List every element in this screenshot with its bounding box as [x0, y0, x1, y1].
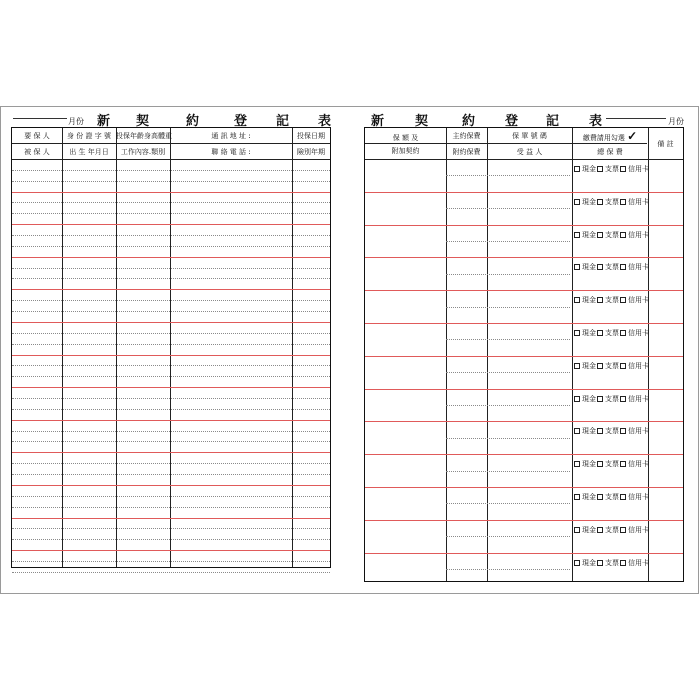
- left-red-rule: [12, 257, 330, 258]
- left-header-mid-line: [12, 143, 330, 144]
- payment-checkbox-cheque[interactable]: [597, 232, 603, 238]
- payment-checkbox-cheque[interactable]: [597, 428, 603, 434]
- payment-option-label: 信用卡: [628, 427, 649, 436]
- right-red-rule: [365, 553, 683, 554]
- left-title-char-3: 約: [186, 114, 200, 129]
- payment-option-label: 現金: [582, 361, 596, 370]
- payment-method-group: [574, 525, 649, 535]
- left-dotted-rule: [12, 561, 330, 562]
- left-title-char-5: 記: [276, 114, 290, 129]
- payment-checkbox-cash[interactable]: [574, 396, 580, 402]
- left-dotted-rule: [12, 507, 330, 508]
- payment-method-group: [574, 426, 649, 436]
- payment-option-label: 信用卡: [628, 230, 649, 239]
- right-table: [364, 127, 684, 582]
- payment-option-label: 信用卡: [628, 558, 649, 567]
- right-hdr-policy-number: 保 單 號 碼: [512, 132, 547, 140]
- payment-option-label: 信用卡: [628, 165, 649, 173]
- payment-checkbox-credit-card[interactable]: [620, 166, 626, 172]
- payment-option-label: 信用卡: [628, 460, 649, 469]
- payment-checkbox-cheque[interactable]: [597, 396, 603, 402]
- left-dotted-rule: [12, 181, 330, 182]
- right-col-divider: [487, 128, 488, 581]
- right-dotted-rule: [446, 274, 570, 275]
- payment-checkbox-cheque[interactable]: [597, 494, 603, 500]
- right-dotted-rule: [446, 405, 570, 406]
- left-title-char-2: 契: [136, 114, 150, 129]
- payment-option-label: 現金: [582, 460, 596, 469]
- left-table: [11, 127, 331, 568]
- payment-option-label: 支票: [605, 493, 619, 501]
- left-dotted-rule: [12, 463, 330, 464]
- left-hdr-insured: 被 保 人: [24, 148, 50, 156]
- right-title-char-5: 記: [546, 114, 560, 129]
- payment-option-label: 現金: [582, 197, 596, 206]
- payment-checkbox-credit-card[interactable]: [620, 264, 626, 270]
- left-dotted-rule: [12, 311, 330, 312]
- left-dotted-rule: [12, 572, 330, 573]
- payment-method-group: [574, 558, 649, 568]
- right-red-rule: [365, 225, 683, 226]
- right-dotted-rule: [446, 471, 570, 472]
- right-title-char-2: 契: [415, 114, 429, 129]
- payment-method-group: [574, 295, 649, 305]
- left-dotted-rule: [12, 202, 330, 203]
- payment-checkbox-credit-card[interactable]: [620, 560, 626, 566]
- right-month-line: [606, 104, 666, 119]
- payment-option-label: 現金: [582, 394, 596, 403]
- payment-option-label: 支票: [605, 263, 619, 272]
- right-red-rule: [365, 454, 683, 455]
- left-hdr-address: 通 訊 地 址 :: [211, 132, 251, 140]
- payment-checkbox-cash[interactable]: [574, 330, 580, 336]
- left-header-bottom-line: [12, 159, 330, 160]
- payment-checkbox-cheque[interactable]: [597, 461, 603, 467]
- payment-checkbox-credit-card[interactable]: [620, 363, 626, 369]
- right-hdr-total-premium: 總 保 費: [597, 148, 623, 156]
- left-title-char-6: 表: [318, 114, 332, 129]
- right-hdr-payment-label: 繳費請用勾選: [582, 134, 625, 142]
- left-month-label: 月份: [68, 117, 84, 126]
- right-hdr-coverage: 保 額 及: [392, 134, 419, 142]
- right-dotted-rule: [446, 241, 570, 242]
- right-dotted-rule: [446, 503, 570, 504]
- payment-checkbox-cash[interactable]: [574, 297, 580, 303]
- right-hdr-rider-premium: 附約保費: [452, 148, 481, 156]
- left-hdr-job: 工作內容.類別: [120, 148, 166, 156]
- payment-checkbox-cheque[interactable]: [597, 560, 603, 566]
- payment-checkbox-credit-card[interactable]: [620, 428, 626, 434]
- right-dotted-rule: [446, 438, 570, 439]
- payment-method-group: [574, 328, 649, 338]
- payment-option-label: 信用卡: [628, 296, 649, 305]
- payment-option-label: 信用卡: [628, 394, 649, 403]
- payment-checkbox-cash[interactable]: [574, 199, 580, 205]
- right-red-rule: [365, 257, 683, 258]
- payment-checkbox-cash[interactable]: [574, 461, 580, 467]
- payment-option-label: 信用卡: [628, 197, 649, 206]
- payment-option-label: 信用卡: [628, 525, 649, 534]
- right-red-rule: [365, 520, 683, 521]
- right-header-mid-line: [365, 143, 647, 144]
- left-col-divider: [170, 128, 171, 567]
- right-red-rule: [365, 487, 683, 488]
- payment-option-label: 支票: [605, 525, 619, 534]
- right-dotted-rule: [446, 536, 570, 537]
- right-dotted-rule: [446, 307, 570, 308]
- payment-option-label: 支票: [605, 394, 619, 403]
- right-title-char-6: 表: [589, 114, 603, 129]
- right-hdr-remarks: 備 註: [657, 140, 674, 148]
- left-hdr-id-number: 身 份 證 字 號: [67, 132, 111, 140]
- payment-option-label: 現金: [582, 525, 596, 534]
- payment-checkbox-cash[interactable]: [574, 527, 580, 533]
- right-dotted-rule: [446, 208, 570, 209]
- right-red-rule: [365, 421, 683, 422]
- left-dotted-rule: [12, 496, 330, 497]
- right-red-rule: [365, 389, 683, 390]
- payment-option-label: 支票: [605, 460, 619, 469]
- right-title-char-4: 登: [505, 114, 519, 129]
- payment-method-group: [574, 361, 649, 371]
- left-red-rule: [12, 289, 330, 290]
- payment-checkbox-cheque[interactable]: [597, 363, 603, 369]
- left-col-divider: [116, 128, 117, 567]
- left-dotted-rule: [12, 365, 330, 366]
- left-red-rule: [12, 485, 330, 486]
- payment-checkbox-cheque[interactable]: [597, 330, 603, 336]
- left-hdr-insure-date: 投保日期: [297, 132, 325, 140]
- payment-checkbox-credit-card[interactable]: [620, 461, 626, 467]
- payment-option-label: 支票: [605, 427, 619, 436]
- payment-checkbox-credit-card[interactable]: [620, 527, 626, 533]
- payment-checkbox-cash[interactable]: [574, 560, 580, 566]
- payment-checkbox-credit-card[interactable]: [620, 330, 626, 336]
- payment-option-label: 支票: [605, 558, 619, 567]
- payment-method-group: [574, 492, 649, 502]
- right-col-divider: [446, 128, 447, 581]
- left-dotted-rule: [12, 398, 330, 399]
- payment-option-label: 支票: [605, 197, 619, 206]
- right-col-divider: [572, 128, 573, 581]
- payment-checkbox-credit-card[interactable]: [620, 494, 626, 500]
- payment-checkbox-cash[interactable]: [574, 428, 580, 434]
- payment-option-label: 信用卡: [628, 263, 649, 272]
- payment-checkbox-cheque[interactable]: [597, 297, 603, 303]
- payment-option-label: 信用卡: [628, 493, 649, 501]
- right-hdr-main-premium: 主約保費: [452, 132, 481, 140]
- payment-method-group: [574, 197, 649, 207]
- payment-option-label: 信用卡: [628, 361, 649, 370]
- left-dotted-rule: [12, 300, 330, 301]
- left-dotted-rule: [12, 213, 330, 214]
- left-hdr-policy-term: 險別年期: [297, 148, 325, 156]
- left-title-char-1: 新: [97, 114, 111, 129]
- payment-option-label: 現金: [582, 427, 596, 436]
- left-red-rule: [12, 355, 330, 356]
- left-dotted-rule: [12, 441, 330, 442]
- right-hdr-rider: 附加契約: [391, 147, 420, 155]
- payment-checkbox-credit-card[interactable]: [620, 297, 626, 303]
- left-hdr-applicant: 要 保 人: [24, 132, 50, 140]
- left-hdr-phone: 聯 絡 電 話 :: [211, 148, 251, 156]
- left-dotted-rule: [12, 170, 330, 171]
- payment-checkbox-cheque[interactable]: [597, 166, 603, 172]
- payment-checkbox-credit-card[interactable]: [620, 232, 626, 238]
- left-dotted-rule: [12, 528, 330, 529]
- payment-option-label: 現金: [582, 329, 596, 337]
- payment-checkbox-cash[interactable]: [574, 166, 580, 172]
- left-dotted-rule: [12, 278, 330, 279]
- payment-option-label: 支票: [605, 165, 619, 173]
- payment-checkbox-cheque[interactable]: [597, 199, 603, 205]
- payment-option-label: 支票: [605, 296, 619, 305]
- right-red-rule: [365, 323, 683, 324]
- left-red-rule: [12, 452, 330, 453]
- payment-option-label: 現金: [582, 230, 596, 239]
- payment-option-label: 支票: [605, 329, 619, 337]
- left-red-rule: [12, 518, 330, 519]
- right-month-label: 月份: [668, 117, 684, 126]
- left-title-char-4: 登: [234, 114, 248, 129]
- right-dotted-rule: [446, 372, 570, 373]
- right-dotted-rule: [446, 175, 570, 176]
- right-red-rule: [365, 192, 683, 193]
- left-hdr-age-height: 投保年齡身高體重: [116, 132, 172, 140]
- payment-checkbox-cash[interactable]: [574, 363, 580, 369]
- right-hdr-payment-check: [572, 131, 648, 143]
- left-red-rule: [12, 550, 330, 551]
- left-col-divider: [292, 128, 293, 567]
- left-red-rule: [12, 322, 330, 323]
- left-dotted-rule: [12, 376, 330, 377]
- left-dotted-rule: [12, 268, 330, 269]
- payment-option-label: 現金: [582, 493, 596, 501]
- left-dotted-rule: [12, 539, 330, 540]
- left-dotted-rule: [12, 246, 330, 247]
- right-title-char-3: 約: [462, 114, 476, 129]
- left-dotted-rule: [12, 333, 330, 334]
- left-hdr-birth-date: 出 生 年月日: [69, 148, 109, 156]
- right-red-rule: [365, 290, 683, 291]
- left-dotted-rule: [12, 431, 330, 432]
- left-dotted-rule: [12, 235, 330, 236]
- left-dotted-rule: [12, 344, 330, 345]
- payment-option-label: 支票: [605, 230, 619, 239]
- right-hdr-beneficiary: 受 益 人: [516, 148, 543, 156]
- payment-checkbox-cheque[interactable]: [597, 527, 603, 533]
- right-header-bottom-line: [365, 159, 683, 160]
- payment-option-label: 支票: [605, 361, 619, 370]
- payment-checkbox-credit-card[interactable]: [620, 199, 626, 205]
- left-red-rule: [12, 224, 330, 225]
- payment-method-group: [574, 262, 649, 272]
- payment-option-label: 信用卡: [628, 329, 649, 337]
- left-red-rule: [12, 192, 330, 193]
- payment-checkbox-cheque[interactable]: [597, 264, 603, 270]
- payment-checkbox-cash[interactable]: [574, 232, 580, 238]
- left-month-line: [13, 104, 67, 119]
- left-dotted-rule: [12, 474, 330, 475]
- check-mark-icon: ✓: [627, 129, 638, 143]
- payment-method-group: [574, 459, 649, 469]
- payment-method-group: [574, 164, 649, 174]
- left-dotted-rule: [12, 409, 330, 410]
- left-red-rule: [12, 387, 330, 388]
- payment-option-label: 現金: [582, 558, 596, 567]
- payment-checkbox-credit-card[interactable]: [620, 396, 626, 402]
- payment-option-label: 現金: [582, 263, 596, 272]
- payment-option-label: 現金: [582, 165, 596, 173]
- payment-checkbox-cash[interactable]: [574, 494, 580, 500]
- payment-option-label: 現金: [582, 296, 596, 305]
- payment-checkbox-cash[interactable]: [574, 264, 580, 270]
- payment-method-group: [574, 394, 649, 404]
- left-col-divider: [62, 128, 63, 567]
- right-dotted-rule: [446, 339, 570, 340]
- right-title-char-1: 新: [371, 114, 385, 129]
- payment-method-group: [574, 230, 649, 240]
- left-red-rule: [12, 420, 330, 421]
- right-red-rule: [365, 356, 683, 357]
- right-dotted-rule: [446, 569, 570, 570]
